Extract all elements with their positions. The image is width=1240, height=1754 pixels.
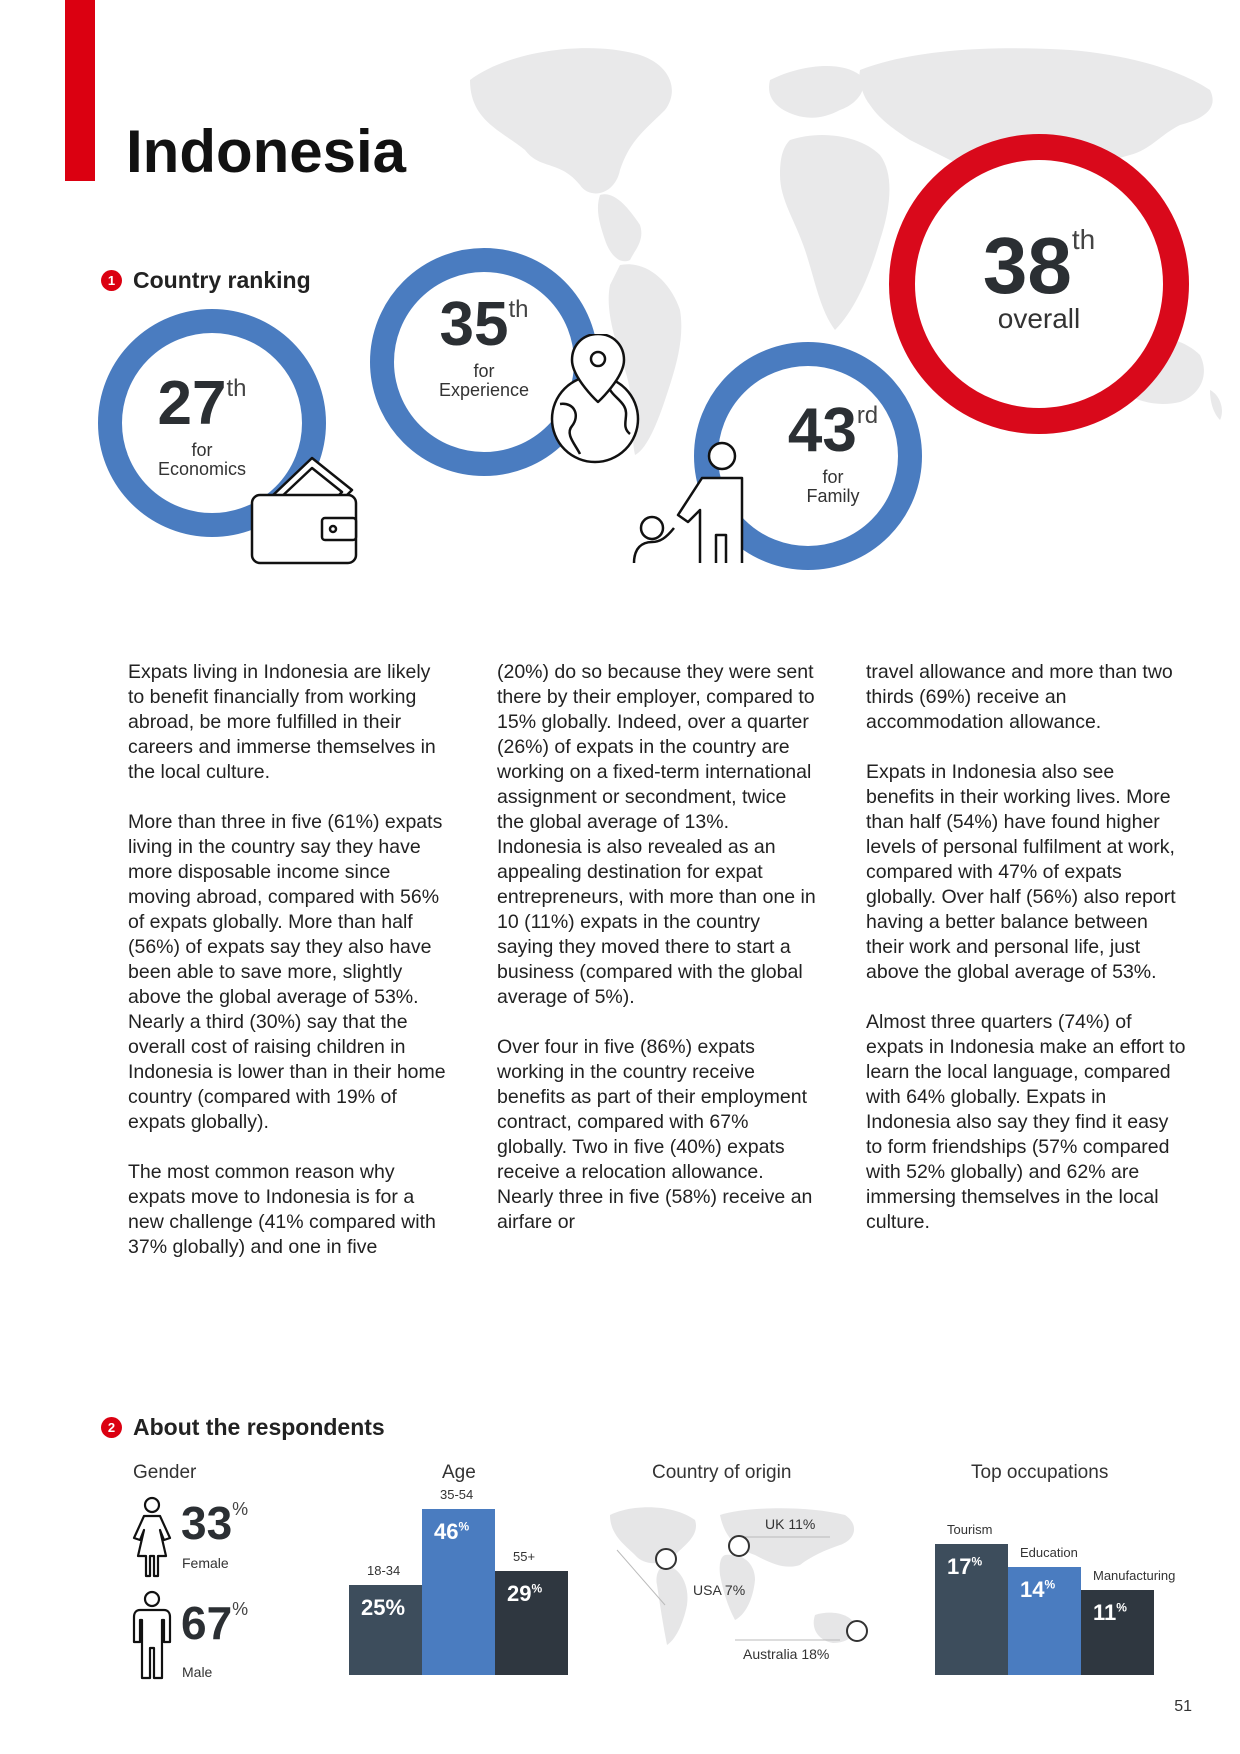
male-label: Male (182, 1664, 213, 1680)
usa-label: USA 7% (693, 1582, 746, 1598)
experience-rank-label: Experience (438, 379, 530, 400)
female-percent-unit: % (232, 1499, 249, 1519)
uk-marker (728, 1535, 750, 1557)
body-paragraph: The most common reason why expats move to Indonesia is for a new challenge (41% compared with 37% globally) and one in five (128, 1161, 436, 1258)
family-rank-suffix: rd (856, 402, 879, 429)
accent-bar (65, 0, 95, 181)
economics-rank-for: for (191, 440, 213, 460)
country-of-origin-title: Country of origin (652, 1462, 792, 1483)
occupation-category-label: Tourism (947, 1522, 993, 1537)
occupation-value-unit: % (971, 1554, 983, 1569)
body-column-3 (866, 660, 1186, 1260)
occupation-category-label: Education (1020, 1545, 1078, 1560)
female-label: Female (182, 1555, 229, 1571)
overall-rank-ring (889, 134, 1189, 434)
male-percent-unit: % (232, 1599, 249, 1619)
economics-rank-label: Economics (157, 458, 247, 479)
body-paragraph: Expats living in Indonesia are likely to benefit financially from working abroad, be more fulfilled in their careers and immerse themselves in the local culture. (128, 661, 436, 783)
parent-child-icon (630, 440, 745, 565)
age-category-label: 55+ (513, 1549, 536, 1564)
female-percent-value: 33 (181, 1497, 233, 1549)
body-column-2 (497, 660, 817, 1260)
page-title: Indonesia (126, 118, 407, 185)
experience-rank-for: for (473, 361, 495, 381)
body-paragraph: travel allowance and more than two thirds (69%) receive an accommodation allowance. (866, 661, 1173, 733)
body-paragraph: (20%) do so because they were sent there by their employer, compared to 15% globally. Indeed, over a quarter (26%) of expats in the country are working on a fixed-term international assignment or secondment, twice the global average of 13%. Indonesia is also revealed as an appealing destination for expat entrepreneurs, with more than one in 10 (11%) expats in the country saying they moved there to start a business (compared with the global average of 5%). (497, 661, 816, 1008)
uk-label: UK 11% (765, 1516, 816, 1532)
age-title: Age (442, 1462, 476, 1483)
age-category-label: 18-34 (367, 1563, 401, 1578)
male-icon (132, 1590, 172, 1680)
australia-marker (846, 1620, 868, 1642)
gender-title: Gender (133, 1462, 197, 1483)
age-value-unit: % (531, 1581, 543, 1596)
usa-marker (655, 1548, 677, 1570)
section-heading-country-ranking: Country ranking (133, 267, 311, 293)
occupations-bar-chart (935, 1490, 1195, 1675)
experience-rank-number: 35 (439, 290, 509, 359)
family-rank-label: Family (806, 485, 860, 506)
section-number-badge: 2 (101, 1417, 122, 1438)
economics-rank-number: 27 (157, 369, 227, 438)
age-value-label: 29% (507, 1581, 543, 1606)
female-icon (132, 1496, 172, 1578)
overall-rank-label: overall (997, 303, 1081, 334)
top-occupations-title: Top occupations (971, 1462, 1109, 1483)
age-bar-chart (349, 1487, 569, 1675)
occupation-value-label: 14% (1020, 1577, 1056, 1602)
male-stat (181, 1597, 249, 1649)
overall-rank-suffix: th (1071, 224, 1096, 255)
age-value-label: 46% (434, 1519, 470, 1544)
body-paragraph: Expats in Indonesia also see benefits in their working lives. More than half (54%) have found higher levels of personal fulfilment at work, compared with 47% of expats globally. Over half (56%) also report having a better balance between their work and personal life, just above the global average of 53%. (866, 761, 1176, 983)
experience-rank-suffix: th (508, 296, 529, 323)
occupation-value-label: 17% (947, 1554, 983, 1579)
economics-rank-suffix: th (226, 375, 247, 402)
occupation-value-unit: % (1044, 1577, 1056, 1592)
family-rank-number: 43 (787, 396, 857, 465)
male-percent-value: 67 (181, 1597, 233, 1649)
occupation-value-unit: % (1116, 1600, 1127, 1615)
age-value-label: 25% (361, 1595, 406, 1620)
overall-rank-number: 38 (982, 221, 1072, 310)
occupation-category-label: Manufacturing (1093, 1568, 1176, 1583)
family-rank-for: for (822, 467, 844, 487)
section-number-badge: 1 (101, 270, 122, 291)
female-stat (181, 1497, 249, 1549)
age-category-label: 35-54 (440, 1487, 474, 1502)
occupation-value-label: 11% (1093, 1600, 1127, 1625)
page-number: 51 (1174, 1698, 1192, 1715)
section-heading-about-respondents: About the respondents (133, 1414, 385, 1440)
wallet-icon (250, 450, 360, 565)
age-value-unit: % (458, 1519, 470, 1534)
body-column-1 (128, 660, 448, 1285)
body-paragraph: Over four in five (86%) expats working in the country receive benefits as part of their employment contract, compared with 67% globally. Two in five (40%) expats receive a relocation allowance. Nearly three in five (58%) receive an airfare or (497, 1036, 813, 1233)
origin-world-map (605, 1495, 875, 1665)
australia-label: Australia 18% (743, 1646, 830, 1662)
body-paragraph: More than three in five (61%) expats living in the country say they have more disposable income since moving abroad, compared with 56% of expats globally. More than half (56%) of expats say they also have been able to save more, slightly above the global average of 53%. Nearly a third (30%) say that the overall cost of raising children in Indonesia is lower than in their home country (compared with 19% of expats globally). (128, 811, 446, 1133)
body-paragraph: Almost three quarters (74%) of expats in Indonesia make an effort to learn the local language, compared with 64% globally. Expats in Indonesia also say they find it easy to form friendships (57% compared with 52% globally) and 62% are immersing themselves in the local culture. (866, 1011, 1186, 1233)
